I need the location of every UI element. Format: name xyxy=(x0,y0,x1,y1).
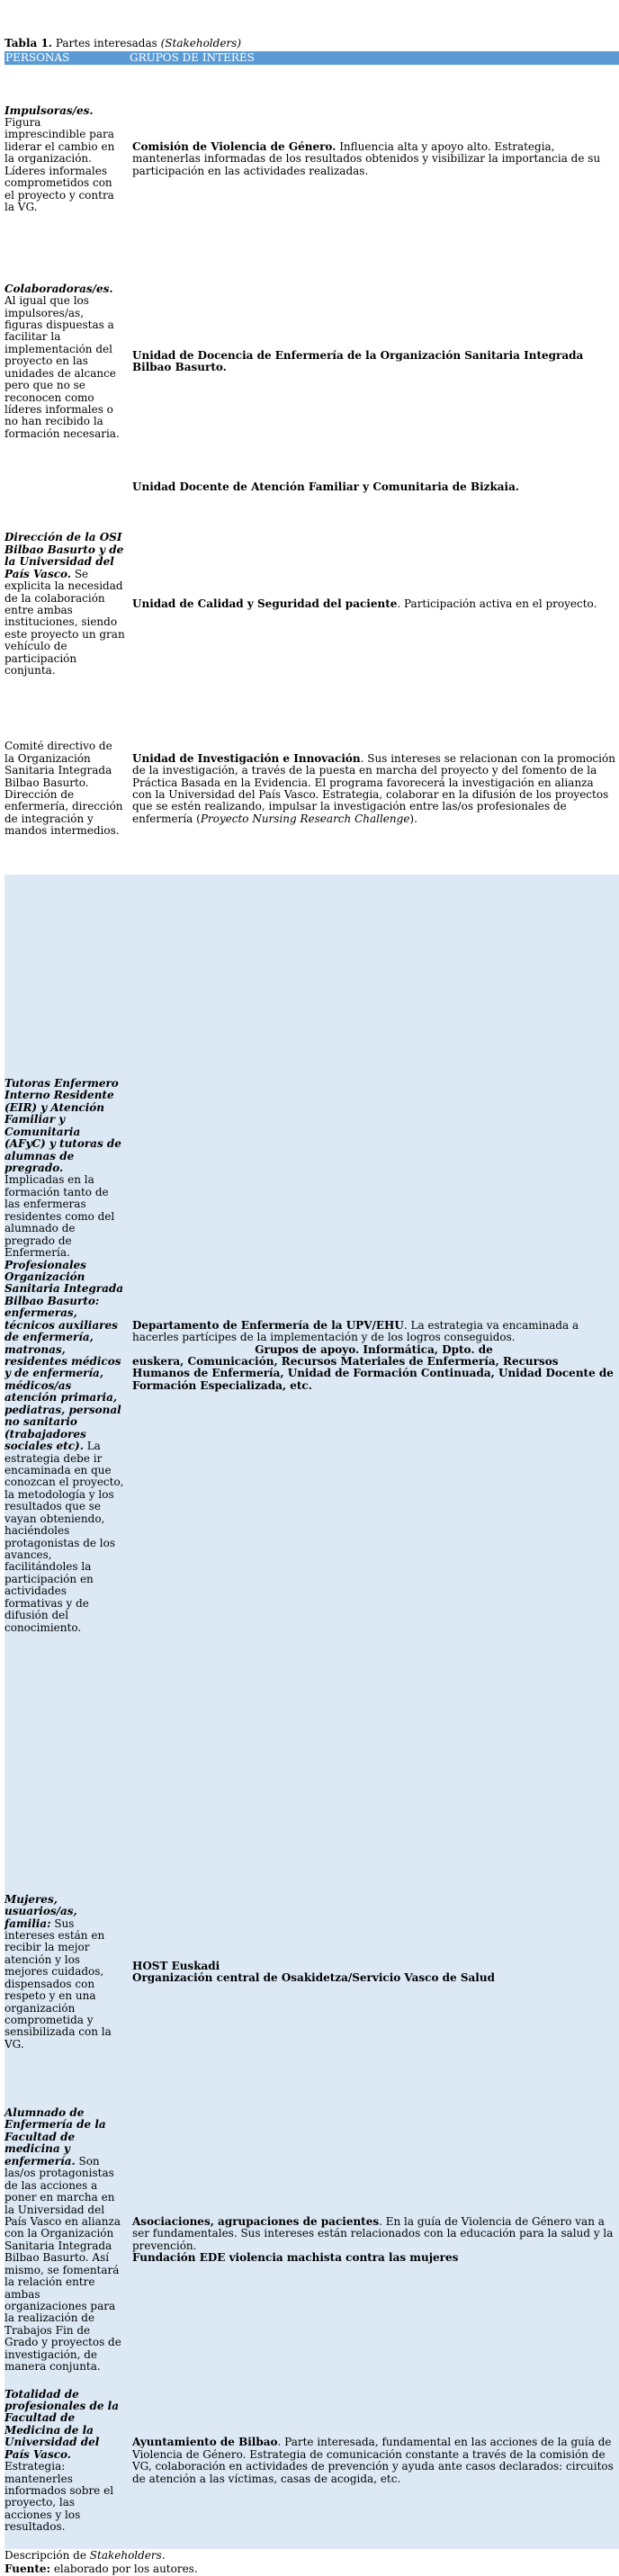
persona-cell xyxy=(4,1837,129,2107)
grupo-cell xyxy=(129,2107,619,2374)
grupo-title: Ayuntamiento de Bilbao xyxy=(132,2436,278,2449)
persona-text: Sus intereses están en recibir la mejor atención y los mejores cuidados, dispensados con respeto y en una organización comprometida y sensibilizada con la VG. xyxy=(4,1916,112,2051)
persona-title: Mujeres, usuarios/as, familia: xyxy=(4,1892,77,1930)
persona-title: Totalidad de profesionales de la Facultad de Medicina de la Universidad del País Vasco. xyxy=(4,2387,119,2461)
persona-title: Dirección de la OSI Bilbao Basurto y de la Universidad del País Vasco. xyxy=(4,531,124,580)
description-text: Descripción de xyxy=(4,2548,90,2562)
persona-title: Impulsoras/es. xyxy=(4,103,94,117)
table-description xyxy=(4,2549,619,2563)
grupo-cell xyxy=(129,470,619,506)
table-row xyxy=(4,875,619,1837)
source-label: Fuente: xyxy=(4,2562,50,2575)
grupo-text: . Parte interesada, fundamental en las acciones de la guía de Violencia de Género. Estrategia de comunicación constante a través de la comisión de VG, colaboración en actividades de prevención y ayuda ante casos declarados: circuitos de atención a las víctimas, casas de acogida, etc. xyxy=(132,2436,614,2485)
grupo-title: Unidad de Investigación e Innovación xyxy=(132,751,361,765)
persona-cell xyxy=(4,704,129,875)
grupo-title: Asociaciones, agrupaciones de pacientes xyxy=(132,2214,380,2228)
persona-text: Comité directivo de la Organización Sanitaria Integrada Bilbao Basurto. Dirección de enfermería, dirección de integración y mandos intermedios. xyxy=(4,740,123,838)
grupo-title: Unidad de Calidad y Seguridad del paciente xyxy=(132,597,398,611)
persona-cell xyxy=(4,65,129,254)
persona-cell xyxy=(4,506,129,704)
grupo-title: HOST Euskadi xyxy=(132,1959,220,1972)
table-row xyxy=(4,254,619,470)
grupo-text: . Participación activa en el proyecto. xyxy=(397,597,597,611)
persona-cell xyxy=(4,2107,129,2374)
persona-text: Estrategia: mantenerles informados sobre el proyecto, las acciones y los resultados. xyxy=(4,2460,114,2534)
persona-text: La estrategia debe ir encaminada en que conozcan el proyecto, la metodología y los resultados que se vayan obteniendo, haciéndoles protagonistas de los avances, facilitándoles la participación en actividades formativas y de difusión del conocimiento. xyxy=(4,1440,124,1634)
description-italic: Stakeholders xyxy=(89,2548,162,2562)
grupo-cell xyxy=(129,2374,619,2549)
caption-text: Partes interesadas xyxy=(52,37,161,49)
grupo-text: . Sus intereses se relacionan con la promoción de la investigación, a través de la puesta en marcha del proyecto y del fomento de la Práctica Basada en la Evidencia. El programa favorecerá la investigación en alianza con la Universidad del País Vasco. Estrategia, colaborar en la difusión de los proyectos que se estén realizando, impulsar la investigación entre las/os profesionales de enfermería ( xyxy=(132,751,615,825)
persona-cell xyxy=(4,875,129,1837)
grupo-text: Influencia alta y apoyo alto. Estrategia, mantenerlas informadas de los resultados obtenidos y visibilizar la importancia de su participación en las actividades realizadas. xyxy=(132,139,601,177)
table-header-row xyxy=(4,51,619,65)
stakeholders-table xyxy=(4,51,619,2549)
description-end: . xyxy=(161,2548,166,2562)
table-row xyxy=(4,506,619,704)
table-row xyxy=(4,2374,619,2549)
grupo-text: . La estrategia va encaminada a hacerles partícipes de la implementación y de los logros conseguidos. xyxy=(132,1318,579,1344)
grupo-title: Unidad Docente de Atención Familiar y Comunitaria de Bizkaia. xyxy=(132,480,520,494)
grupo-cell xyxy=(129,506,619,704)
persona-text: Son las/os protagonistas de las acciones a poner en marcha en la Universidad del País Vasco en alianza con la Organización Sanitaria Integrada Bilbao Basurto. Así mismo, se fomentará la relación entre ambas organizaciones para la realización de Trabajos Fin de Grado y proyectos de investigación, de manera conjunta. xyxy=(4,2154,121,2374)
persona-cell xyxy=(4,470,129,506)
persona-title: Alumnado de Enfermería de la Facultad de medicina y enfermería. xyxy=(4,2106,106,2168)
persona-text: Al igual que los impulsores/as, figuras dispuestas a facilitar la implementación del proyecto en las unidades de alcance pero que no se reconocen como líderes informales o no han recibido la formación necesaria. xyxy=(4,294,120,440)
grupo-text: ). xyxy=(409,812,417,825)
grupo-title: Unidad de Docencia de Enfermería de la Organización Sanitaria Integrada Bilbao Basurto. xyxy=(132,348,584,373)
caption-label: Tabla 1. xyxy=(4,37,52,49)
grupo-cell xyxy=(129,704,619,875)
persona-title: Profesionales Organización Sanitaria Integrada Bilbao Basurto: enfermeras, técnicos auxiliares de enfermería, matronas, residentes médicos y de enfermería, médicos/as atención primaria, pediatras, personal no sanitario (trabajadores sociales etc). xyxy=(4,1258,124,1453)
table-row xyxy=(4,2107,619,2374)
persona-cell xyxy=(4,2374,129,2549)
grupo-text: . En la guía de Violencia de Género van a ser fundamentales. Sus intereses están relacionados con la educación para la salud y la prevención. xyxy=(132,2214,614,2252)
grupo-title: Comisión de Violencia de Género. xyxy=(132,139,336,153)
persona-cell xyxy=(4,254,129,470)
grupo-title: Fundación EDE violencia machista contra las mujeres xyxy=(132,2251,459,2265)
table-row xyxy=(4,470,619,506)
table-row xyxy=(4,1837,619,2107)
table-caption xyxy=(4,36,619,50)
grupo-title: Departamento de Enfermería de la UPV/EHU xyxy=(132,1318,404,1332)
persona-text: Implicadas en la formación tanto de las enfermeras residentes como del alumnado de pregrado de Enfermería. xyxy=(4,1173,115,1260)
source-text: elaborado por los autores. xyxy=(50,2562,198,2575)
header-personas: PERSONAS xyxy=(4,51,129,65)
table-row xyxy=(4,65,619,254)
grupo-title: Organización central de Osakidetza/Servicio Vasco de Salud xyxy=(132,1971,495,1984)
support-groups-list: euskera, Comunicación, Recursos Materiales de Enfermería, Recursos Humanos de Enfermería, Unidad de Formación Continuada, Unidad Docente de Formación Especializada, etc. xyxy=(132,1355,614,1392)
caption-italic: (Stakeholders) xyxy=(160,37,241,49)
grupo-cell xyxy=(129,875,619,1837)
grupo-cell xyxy=(129,1837,619,2107)
table-row xyxy=(4,704,619,875)
persona-text: Se explicita la necesidad de la colaboración entre ambas instituciones, siendo este proyecto un gran vehículo de participación conjunta. xyxy=(4,567,125,678)
table-source xyxy=(4,2563,619,2576)
support-groups-title: Grupos de apoyo. Informática, Dpto. de xyxy=(255,1342,493,1356)
header-grupos: GRUPOS DE INTERÉS xyxy=(129,51,619,65)
persona-title: Tutoras Enfermero Interno Residente (EIR) y Atención Familiar y Comunitaria (AFyC) y tutoras de alumnas de pregrado. xyxy=(4,1076,121,1174)
persona-text: Figura imprescindible para liderar el cambio en la organización. Líderes informales comprometidos con el proyecto y contra la VG. xyxy=(4,115,115,214)
persona-title: Colaboradoras/es. xyxy=(4,282,113,295)
grupo-italic: Proyecto Nursing Research Challenge xyxy=(200,812,410,825)
grupo-cell xyxy=(129,254,619,470)
grupo-cell xyxy=(129,65,619,254)
